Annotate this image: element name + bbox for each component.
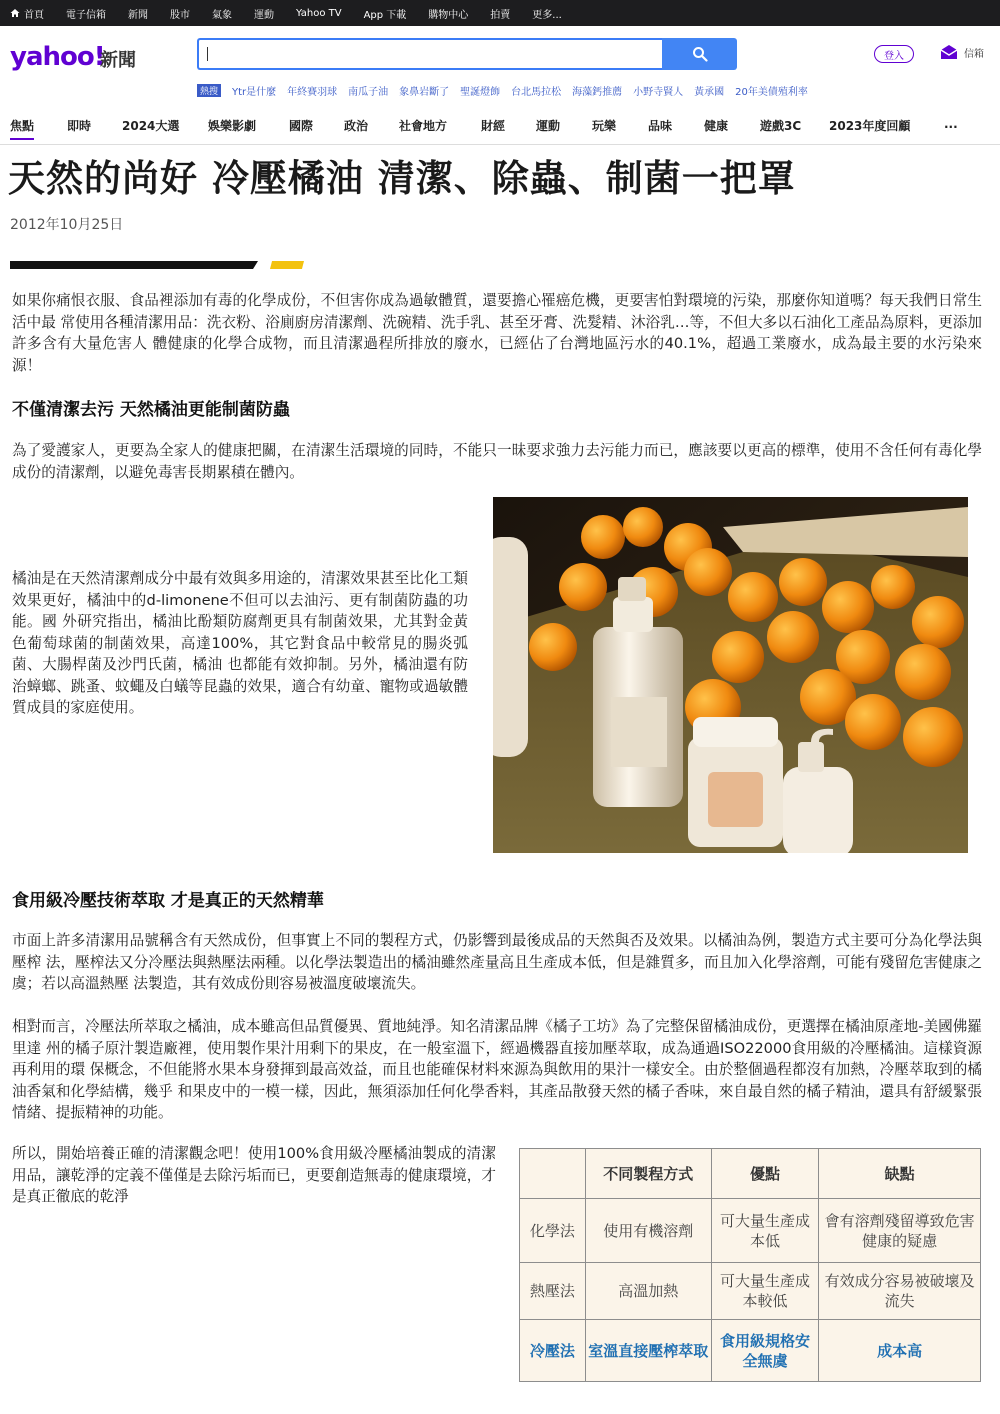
mail-label: 信箱 xyxy=(964,48,984,60)
trending-item[interactable]: 小野寺賢人 xyxy=(633,87,684,98)
home-icon xyxy=(10,8,20,18)
mail-icon xyxy=(940,44,958,60)
table-header-cell: 缺點 xyxy=(819,1149,981,1199)
trending-item[interactable]: 象鼻岩斷了 xyxy=(399,87,450,98)
topbar-item-tv[interactable]: Yahoo TV xyxy=(296,7,342,19)
table-cell: 高溫加熱 xyxy=(585,1262,711,1319)
nav-tab-health[interactable]: 健康 xyxy=(704,119,729,133)
table-cell: 可大量生產成本低 xyxy=(711,1199,819,1263)
topbar-item-mail[interactable]: 電子信箱 xyxy=(66,9,106,21)
table-cell: 冷壓法 xyxy=(520,1320,586,1382)
title-divider xyxy=(10,261,258,269)
article-paragraph: 所以，開始培養正確的清潔觀念吧！使用100%食用級冷壓橘油製成的清潔用品，讓乾淨的定義不僅僅是去除污垢而已，更要創造無毒的健康環境，才是真正徹底的乾淨 xyxy=(12,1145,496,1205)
table-cell: 化學法 xyxy=(520,1199,586,1263)
table-cell: 熱壓法 xyxy=(520,1262,586,1319)
topbar-item-sports[interactable]: 運動 xyxy=(254,9,274,21)
nav-tab-international[interactable]: 國際 xyxy=(289,119,314,133)
article-photo xyxy=(493,497,968,853)
search-button[interactable] xyxy=(662,38,737,70)
site-header xyxy=(0,26,1000,100)
title-divider-accent xyxy=(270,261,304,269)
topbar-item-home[interactable]: 首頁 xyxy=(10,6,44,21)
trending-item[interactable]: 台北馬拉松 xyxy=(511,87,562,98)
table-cell: 可大量生產成本較低 xyxy=(711,1262,819,1319)
nav-tab-finance[interactable]: 財經 xyxy=(481,119,506,133)
section-heading: 食用級冷壓技術萃取 才是真正的天然精華 xyxy=(12,891,324,911)
trending-item[interactable]: 聖誕燈飾 xyxy=(460,87,501,98)
nav-tab-sports[interactable]: 運動 xyxy=(536,119,561,133)
topbar-item-more[interactable]: 更多... xyxy=(532,9,562,21)
nav-tab-year-review[interactable]: 2023年度回顧 xyxy=(829,119,911,133)
table-row xyxy=(520,1262,981,1319)
yahoo-logo[interactable]: yahoo! xyxy=(10,42,105,72)
nav-tab-games-3c[interactable]: 遊戲3C xyxy=(760,119,802,133)
search-input[interactable] xyxy=(197,38,662,70)
nav-tab-politics[interactable]: 政治 xyxy=(344,119,369,133)
article-paragraph: 為了愛護家人，更要為全家人的健康把關，在清潔生活環境的同時，不能只一昧要求強力去污能力而已，應該要以更高的標準，使用不含任何有毒化學成份的清潔劑，以避免毒害長期累積在體內。 xyxy=(12,442,982,481)
logo-subtitle[interactable]: 新聞 xyxy=(100,50,136,71)
article-paragraph: 橘油是在天然清潔劑成分中最有效與多用途的，清潔效果甚至比化工類效果更好，橘油中的d-limonene不但可以去油污、更有制菌防蟲的功能。國 外研究指出，橘油比酚類防腐劑更具有制菌效果，尤其對金黃色葡萄球菌的制菌效果，高達100%，其它對食品中較常見的腸炎弧菌、大腸桿菌及沙門氏菌，橘油 也都能有效抑制。另外，橘油還有防治蟑螂、跳蚤、蚊蠅及白蟻等昆蟲的效果，適合有幼童、寵物或過敏體質成員的家庭使用。 xyxy=(12,570,468,716)
nav-tab-travel[interactable]: 玩樂 xyxy=(592,119,617,133)
article-paragraph: 相對而言，冷壓法所萃取之橘油，成本雖高但品質優異、質地純淨。知名清潔品牌《橘子工坊》為了完整保留橘油成份，更選擇在橘油原產地-美國佛羅里達 州的橘子原汁製造廠裡，使用製作果汁用剩下的果皮，在一般室溫下，經過機器直接加壓萃取，成為通過ISO22000食用級的冷壓橘油。這樣資源再利用的環 保概念，不但能將水果本身發揮到最高效益，而且也能確保材料來源為與飲用的果汁一樣安全。由於整個過程都沒有加熱，冷壓萃取到的橘油香氣和化學結構，幾乎 和果皮中的一模一樣，因此，無須添加任何化學香料，其產品散發天然的橘子香味，來自最自然的橘子精油，還具有舒緩緊張情緒、提振精神的功能。 xyxy=(12,1018,982,1121)
topbar-item-app[interactable]: App 下載 xyxy=(363,9,407,21)
trending-searches xyxy=(197,83,808,98)
trending-item[interactable]: 南瓜子油 xyxy=(348,87,389,98)
table-cell: 成本高 xyxy=(819,1320,981,1382)
trending-item[interactable]: Ytr是什麼 xyxy=(232,87,277,98)
comparison-table xyxy=(519,1148,981,1382)
nav-tab-election[interactable]: 2024大選 xyxy=(122,119,180,133)
table-header-cell xyxy=(520,1149,586,1199)
category-nav xyxy=(0,112,1000,145)
article-title: 天然的尚好 冷壓橘油 清潔、除蟲、制菌一把罩 xyxy=(8,157,796,200)
table-header-row xyxy=(520,1149,981,1199)
table-cell: 會有溶劑殘留導致危害健康的疑慮 xyxy=(819,1199,981,1263)
oranges-and-bottles-illustration xyxy=(493,497,968,853)
article-paragraph: 市面上許多清潔用品號稱含有天然成份，但事實上不同的製程方式，仍影響到最後成品的天然與否及效果。以橘油為例，製造方式主要可分為化學法與壓榨 法，壓榨法又分冷壓法與熱壓法兩種。以化學法製造出的橘油雖然產量高且生產成本低，但是雜質多，而且加入化學溶劑，可能有殘留危害健康之虞；若以高溫熱壓 法製造，其有效成份則容易被溫度破壞流失。 xyxy=(12,932,982,992)
table-cell: 有效成分容易被破壞及流失 xyxy=(819,1262,981,1319)
section-heading: 不僅清潔去污 天然橘油更能制菌防蟲 xyxy=(12,400,290,420)
login-button[interactable]: 登入 xyxy=(874,45,914,63)
nav-more-button[interactable]: ... xyxy=(944,117,958,131)
nav-tab-lifestyle[interactable]: 品味 xyxy=(648,119,673,133)
hot-search-badge: 熱搜 xyxy=(197,84,221,97)
table-cell: 食用級規格安全無虞 xyxy=(711,1320,819,1382)
topbar-item-auction[interactable]: 拍賣 xyxy=(490,9,511,21)
article-paragraph: 如果你痛恨衣服、食品裡添加有毒的化學成份，不但害你成為過敏體質，還要擔心罹癌危機，更要害怕對環境的污染，那麼你知道嗎？每天我們日常生活中最 常使用各種清潔用品：洗衣粉、浴廁廚房清潔劑、洗碗精、洗手乳、甚至牙膏、洗髮精、沐浴乳…等，不但大多以石油化工產品為原料，更添加許多含有大量危害人 體健康的化學合成物，而且清潔過程所排放的廢水，已經佔了台灣地區污水的40.1%，超過工業廢水，成為最主要的水污染來源！ xyxy=(12,292,982,374)
mail-link[interactable] xyxy=(940,44,984,60)
top-bar xyxy=(0,0,1000,26)
nav-tab-focus[interactable]: 焦點 xyxy=(10,117,34,140)
article-date: 2012年10月25日 xyxy=(10,217,124,233)
table-header-cell: 不同製程方式 xyxy=(585,1149,711,1199)
topbar-item-stock[interactable]: 股市 xyxy=(170,9,190,21)
trending-item[interactable]: 20年美債殖利率 xyxy=(735,87,808,98)
topbar-item-news[interactable]: 新聞 xyxy=(128,9,148,21)
nav-tab-entertainment[interactable]: 娛樂影劇 xyxy=(208,119,257,133)
table-row xyxy=(520,1199,981,1263)
trending-item[interactable]: 年終賽羽球 xyxy=(287,87,338,98)
table-header-cell: 優點 xyxy=(711,1149,819,1199)
trending-item[interactable]: 黃承國 xyxy=(694,87,725,98)
table-cell: 使用有機溶劑 xyxy=(585,1199,711,1263)
nav-tab-society[interactable]: 社會地方 xyxy=(399,119,448,133)
topbar-item-weather[interactable]: 氣象 xyxy=(212,9,232,21)
topbar-item-shopping[interactable]: 購物中心 xyxy=(428,9,469,21)
text-caret xyxy=(207,47,208,61)
trending-item[interactable]: 海藻鈣推薦 xyxy=(572,87,623,98)
search-icon xyxy=(692,46,708,62)
table-cell: 室溫直接壓榨萃取 xyxy=(585,1320,711,1382)
table-row xyxy=(520,1320,981,1382)
nav-tab-latest[interactable]: 即時 xyxy=(67,119,92,133)
